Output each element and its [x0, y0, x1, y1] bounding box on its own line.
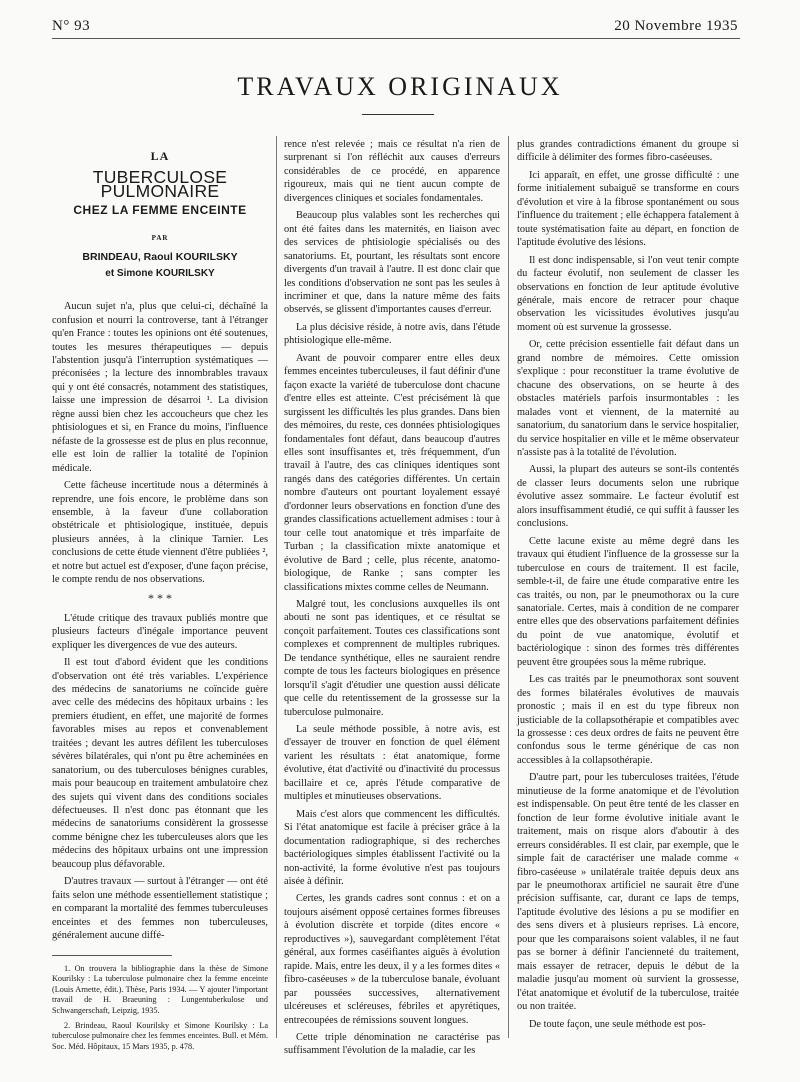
issue-date: 20 Novembre 1935 — [614, 18, 738, 34]
paragraph: Beaucoup plus valables sont les recherches qui ont été faites dans les maternités, en liaison avec des services de phtisiologie spécialisés ou des sanatoriums. Et, pourtant, les résultats sont encore divergents d'un travail à l'autre. Il est donc clair que les conditions d'observation ne sont pas les seules à incriminer et que, dans la nature même des faits observés, se glissent d'importantes causes d'erreur. — [284, 210, 500, 316]
section-title-rule — [362, 114, 434, 115]
article-title: TUBERCULOSE PULMONAIRE — [92, 167, 228, 201]
paragraph: D'autre part, pour les tuberculoses traitées, l'étude minutieuse de la forme anatomique et de l'évolution est indispensable. On peut être tenté de les classer en fonction de leur forme évolutive initiale avant le traitement, mais on risque alors d'aboutir à des erreurs considérables. Il est clair, par exemple, que le simple fait de caractériser une malade comme « fibro-caséeuse » unilatérale traitée depuis deux ans par le pneumothorax artificiel ne saurait être d'une précision suffisante, car, durant ce laps de temps, l'aptitude évolutive des lésions a pu se modifier en des sens divers et à plusieurs reprises. Là encore, pour que les comparaisons soient valables, il ne faut pas se borner à définir l'ancienneté du traitement, mais essayer de retracer, depuis le début de la maladie jusqu'au moment où survient la grossesse, l'état anatomique et évolutif de la tuberculose, traitée ou non traitée. — [517, 772, 739, 1013]
column-3 — [517, 138, 739, 1035]
paragraph: plus grandes contradictions émanent du groupe si difficile à délimiter des formes fibro-caséeuses. — [517, 139, 739, 164]
footnote: 1. On trouvera la bibliographie dans la thèse de Simone Kourilsky : La tuberculose pulmonaire chez la femme enceinte (Louis Arnette, édit.). Thèse, Paris 1934. — Y ajouter l'important travail de H. Braeuning : Lungentuberkulose und Schwangerschaft, Leipzig, 1935. — [52, 963, 268, 1015]
paragraph: Certes, les grands cadres sont connus : et on a toujours aisément opposé certaines formes fibreuses à évolution discrète et torpide (dites encore « reproductives »), sauvegardant complètement l'état général, aux formes caséifiantes aiguës à évolution rapide. Mais, entre les deux, il y a les formes dites « fibro-caséeuses » de la tuberculose banale, évoluant par poussées successives, alternativement ulcéreuses et scléreuses, fébriles et apyrétiques, entrecoupées de rémissions souvent longues. — [284, 893, 500, 1026]
column-1 — [52, 150, 268, 1056]
article-pre-title: LA — [150, 149, 170, 163]
footnote-rule — [52, 955, 172, 956]
paragraph: Ici apparaît, en effet, une grosse difficulté : une forme initialement subaiguë se transforme en cours d'évolution et vire à la fibrose spontanément ou sous l'influence du traitement ; elle échappera fatalement à toute systématisation faite au départ, en fonction de l'aptitude évolutive des lésions. — [517, 169, 739, 249]
article-subtitle: CHEZ LA FEMME ENCEINTE — [73, 203, 247, 218]
paragraph: Avant de pouvoir comparer entre elles deux femmes enceintes tuberculeuses, il faut définir d'une façon exacte la variété de tuberculose dont chacune d'entre elles est atteinte. C'est précisément là que surgissent les difficultés les plus grandes. Dans bien des mémoires, du reste, ces données phtisiologiques fondamentales font défaut, dans beaucoup d'autres elles sont insuffisantes et, très fréquemment, d'un travail à l'autre, des cas cliniques identiques sont rangés dans des catégories différentes. Un certain nombre d'auteurs ont pourtant loyalement essayé d'ordonner leurs observations en fonction d'une des grandes classifications actuellement admises : tour à tour celle tout anatomique et très imparfaite de Turban ; la classification mixte anatomique et évolutive de Bard ; celle, plus récente, anatomo-biologique, de Ranke ; sans compter les classifications mixtes comme celles de Neumann. — [284, 352, 501, 593]
paragraph: De toute façon, une seule méthode est pos- — [529, 1018, 706, 1030]
paragraph: Malgré tout, les conclusions auxquelles ils ont abouti ne sont pas identiques, et ce résultat se conçoit parfaitement. Toutes ces classifications sont complexes et comprennent de multiples rubriques. De tendance synthétique, elles ne sauraient rendre compte de tous les facteurs biologiques en présence lorsqu'il s'agit d'étudier une question aussi délicate que celle du retentissement de la grossesse sur la tuberculose pulmonaire. — [284, 598, 500, 718]
paragraph: Cette lacune existe au même degré dans les travaux qui étudient l'influence de la grossesse sur la tuberculose en cours de traitement. Il est facile, semble-t-il, de faire une étude comparative entre les cas traités, ou non, par le pneumothorax ou la cure sanatoriale. Certes, mais à condition de ne comparer entre elles que des observations parfaitement définies du point de vue anatomique, évolutif et bactériologique : sinon des formes très différentes peuvent être groupées sous la même rubrique. — [517, 535, 739, 668]
paragraph: Il est donc indispensable, si l'on veut tenir compte du facteur évolutif, non seulement de classer les observations en fonction de leur aptitude évolutive générale, mais encore de retracer pour chaque observation les vicissitudes évolutives jusqu'au moment où est survenue la grossesse. — [517, 254, 739, 333]
paragraph: rence n'est relevée ; mais ce résultat n'a rien de surprenant si l'on réfléchit aux causes d'erreurs considérables de ce procédé, en apparence rigoureux, mais qui ne tient aucun compte de divergences cliniques et sociales fondamentales. — [284, 139, 500, 204]
header-rule — [52, 38, 740, 39]
paragraph: Aussi, la plupart des auteurs se sont-ils contentés de classer leurs documents selon une rubrique évolutive assez sommaire. Le facteur évolutif est alors insuffisamment étudié, ce qui suffit à fausser les conclusions. — [517, 464, 739, 530]
section-stars: * * * — [148, 590, 172, 605]
article-par: PAR — [151, 233, 169, 242]
column-divider-2 — [508, 136, 509, 1038]
footnote: 2. Brindeau, Raoul Kourilsky et Simone Kourilsky : La tuberculose pulmonaire chez les femmes enceintes. Bull. et Mém. Soc. Méd. Hôpitaux, 15 Mars 1935, p. 478. — [52, 1020, 268, 1051]
issue-number: N° 93 — [52, 18, 91, 34]
section-title: TRAVAUX ORIGINAUX — [237, 72, 563, 101]
article-authors: BRINDEAU, Raoul KOURILSKY — [82, 251, 238, 264]
paragraph: D'autres travaux — surtout à l'étranger — ont été faits selon une méthode essentiellement statistique ; en comparant la mortalité des femmes tuberculeuses enceintes et des femmes non tuberculeuses, généralement aucune diffé- — [52, 876, 268, 942]
column-2 — [284, 138, 500, 1062]
paragraph: Les cas traités par le pneumothorax sont souvent des formes bilatérales évolutives de mauvais pronostic ; mais il en est du type fibreux non justiciable de la collapsothérapie et compatibles avec la grossesse : ces deux ordres de faits ne peuvent être confondus sous le terme générique de cas non accessibles à la collapsothérapie. — [517, 674, 739, 766]
paragraph: L'étude critique des travaux publiés montre que plusieurs facteurs d'inégale importance peuvent expliquer les divergences de vue des auteurs. — [52, 612, 268, 651]
article-authors-2: et Simone KOURILSKY — [105, 267, 215, 279]
column-divider-1 — [276, 136, 277, 1038]
paragraph: Cette triple dénomination ne caractérise pas suffisamment l'évolution de la maladie, car les — [284, 1032, 500, 1057]
paragraph: La plus décisive réside, à notre avis, dans l'étude phtisiologique elle-même. — [284, 321, 500, 347]
paragraph: Or, cette précision essentielle fait défaut dans un grand nombre de mémoires. Cette omission s'explique : pour reconstituer la trame évolutive de chacune des observations, on se heurte à des obstacles matériels parfois insurmontables : les malades vont et viennent, de la maternité au sanatorium, du sanatorium dans le service hospitalier, du service hospitalier en ville et le même observateur n'assiste pas à la totalité de l'évolution. — [517, 339, 739, 458]
paragraph: La seule méthode possible, à notre avis, est d'essayer de trouver en fonction de quel élément varient les résultats : état anatomique, forme évolutive, état d'activité ou d'inactivité du processus bacillaire et ce, après l'étude comparative de multiples et minutieuses observations. — [284, 724, 500, 803]
paragraph: Cette fâcheuse incertitude nous a déterminés à reprendre, une fois encore, le problème dans son ensemble, à la faveur d'une collaboration obstétricale et phtisiologique, instituée, depuis plusieurs années, à la clinique Tarnier. Les conclusions de cette étude viennent d'être publiées ², et notre but actuel est d'exposer, d'une façon précise, le compte rendu de nos observations. — [52, 480, 269, 586]
paragraph: Mais c'est alors que commencent les difficultés. Si l'état anatomique est facile à préciser grâce à la documentation radiographique, si des recherches bactériologiques simples établissent l'activité ou la non-activité, la forme évolutive n'est pas toujours aisée à définir. — [284, 808, 500, 888]
paragraph: Aucun sujet n'a, plus que celui-ci, déchaîné la confusion et nourri la controverse, tant à l'étranger qu'en France : toutes les opinions ont été soutenues, toutes les mesures thérapeutiques — depuis l'abstention jusqu'à l'interruption systématiques — préconisées ; la lecture des innombrables travaux qui y ont été consacrés, notamment des statistiques, laisse une impression de désarroi ¹. La division règne aussi bien chez les accoucheurs que chez les phtisiologues et si, en France du moins, l'influence néfaste de la grossesse est de plus en plus reconnue, elle est loin de rallier la totalité de l'opinion médicale. — [52, 301, 268, 474]
paragraph: Il est tout d'abord évident que les conditions d'observation ont été très variables. L'expérience des médecins de sanatoriums ne coïncide guère avec celle des médecins des hôpitaux urbains : les premiers étudient, en effet, une majorité de formes favorables mises au repos et convenablement traitées ; devant les autres défilent les tuberculoses sévères bilatérales, qui n'ont pu être acheminées en sanatorium, ou des tuberculoses bénignes curables, mais pour beaucoup en traitement ambulatoire chez des sujets qui vivent dans des conditions sociales défectueuses. Il n'est donc pas étonnant que les médecins de sanatoriums considèrent la grossesse comme bénigne chez les tuberculeuses alors que les médecins des hôpitaux urbains ont une impression beaucoup plus défavorable. — [52, 657, 268, 870]
